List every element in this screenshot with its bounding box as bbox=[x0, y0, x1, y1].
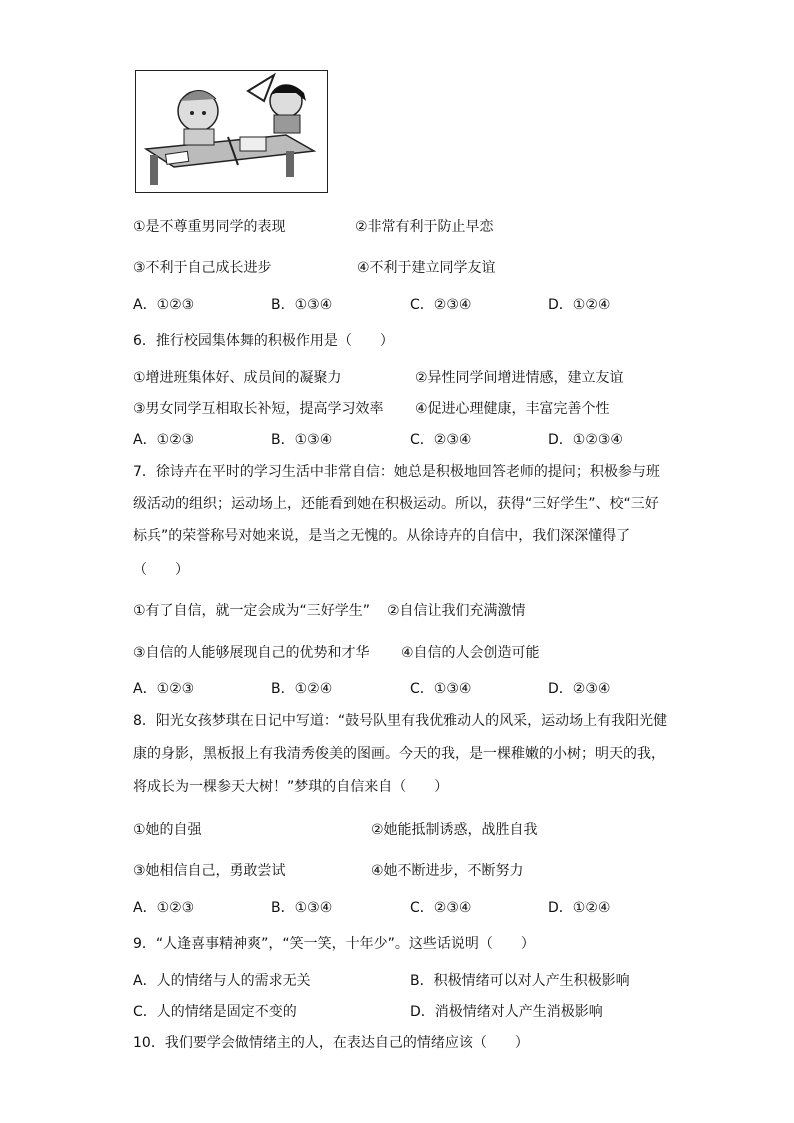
q8-statement-3: ③她相信自己，勇敢尝试 bbox=[133, 863, 286, 879]
q9-choice-c[interactable]: C．人的情绪是固定不变的 bbox=[133, 1004, 297, 1020]
q6-statement-1: ①增进班集体好、成员间的凝聚力 bbox=[133, 370, 342, 386]
q7-stem-line-1: 7．徐诗卉在平时的学习生活中非常自信：她总是积极地回答老师的提问；积极参与班 bbox=[133, 464, 660, 480]
q8-statement-1: ①她的自强 bbox=[133, 822, 202, 838]
q7-choice-a[interactable]: A．①②③ bbox=[133, 681, 195, 697]
q6-statement-2: ②异性同学间增进情感，建立友谊 bbox=[415, 370, 624, 386]
illustration-students-at-desk bbox=[135, 70, 328, 193]
q6-statement-4: ④促进心理健康，丰富完善个性 bbox=[415, 401, 610, 417]
q5-statement-2: ②非常有利于防止早恋 bbox=[355, 219, 494, 235]
q9-choice-b[interactable]: B．积极情绪可以对人产生积极影响 bbox=[410, 973, 630, 989]
q5-choice-d[interactable]: D．①②④ bbox=[548, 297, 611, 313]
q5-statement-4: ④不利于建立同学友谊 bbox=[357, 260, 496, 276]
q8-stem-line-1: 8．阳光女孩梦琪在日记中写道：“鼓号队里有我优雅动人的风采，运动场上有我阳光健 bbox=[133, 713, 668, 729]
q9-stem: 9．“人逢喜事精神爽”，“笑一笑，十年少”。这些话说明（ ） bbox=[133, 936, 535, 952]
q8-choice-d[interactable]: D．①②④ bbox=[548, 900, 611, 916]
q7-choice-d[interactable]: D．②③④ bbox=[548, 681, 611, 697]
q5-choice-c[interactable]: C．②③④ bbox=[410, 297, 472, 313]
q7-stem-line-2: 级活动的组织；运动场上，还能看到她在积极运动。所以，获得“三好学生”、校“三好 bbox=[133, 496, 659, 512]
q7-statement-1: ①有了自信，就一定会成为“三好学生” bbox=[133, 603, 371, 619]
q5-choice-b[interactable]: B．①③④ bbox=[271, 297, 333, 313]
q5-statement-3: ③不利于自己成长进步 bbox=[133, 260, 272, 276]
q7-statement-4: ④自信的人会创造可能 bbox=[401, 645, 540, 661]
q6-choice-b[interactable]: B．①③④ bbox=[271, 432, 333, 448]
q8-choice-c[interactable]: C．②③④ bbox=[410, 900, 472, 916]
q8-stem-line-3: 将成长为一棵参天大树！”梦琪的自信来自（ ） bbox=[133, 779, 449, 795]
q7-statement-2: ②自信让我们充满激情 bbox=[387, 603, 526, 619]
q6-stem: 6．推行校园集体舞的积极作用是（ ） bbox=[133, 333, 394, 349]
q7-statement-3: ③自信的人能够展现自己的优势和才华 bbox=[133, 645, 370, 661]
q9-choice-a[interactable]: A．人的情绪与人的需求无关 bbox=[133, 973, 311, 989]
q8-choice-b[interactable]: B．①③④ bbox=[271, 900, 333, 916]
q7-stem-line-3: 标兵”的荣誉称号对她来说，是当之无愧的。从徐诗卉的自信中，我们深深懂得了 bbox=[133, 528, 631, 544]
q8-choice-a[interactable]: A．①②③ bbox=[133, 900, 195, 916]
q5-choice-a[interactable]: A．①②③ bbox=[133, 297, 195, 313]
q5-statement-1: ①是不尊重男同学的表现 bbox=[133, 219, 286, 235]
cartoon-drawing bbox=[136, 71, 326, 191]
q6-choice-a[interactable]: A．①②③ bbox=[133, 432, 195, 448]
q6-statement-3: ③男女同学互相取长补短，提高学习效率 bbox=[133, 401, 384, 417]
q7-stem-line-4: （ ） bbox=[133, 562, 189, 578]
q7-choice-b[interactable]: B．①②④ bbox=[271, 681, 333, 697]
q7-choice-c[interactable]: C．①③④ bbox=[410, 681, 472, 697]
q8-statement-4: ④她不断进步，不断努力 bbox=[371, 863, 524, 879]
q6-choice-d[interactable]: D．①②③④ bbox=[548, 432, 623, 448]
q9-choice-d[interactable]: D．消极情绪对人产生消极影响 bbox=[410, 1004, 603, 1020]
q6-choice-c[interactable]: C．②③④ bbox=[410, 432, 472, 448]
q10-stem: 10．我们要学会做情绪主的人，在表达自己的情绪应该（ ） bbox=[133, 1035, 529, 1051]
q8-stem-line-2: 康的身影，黑板报上有我清秀俊美的图画。今天的我，是一棵稚嫩的小树；明天的我， bbox=[133, 746, 665, 762]
q8-statement-2: ②她能抵制诱惑，战胜自我 bbox=[371, 822, 538, 838]
